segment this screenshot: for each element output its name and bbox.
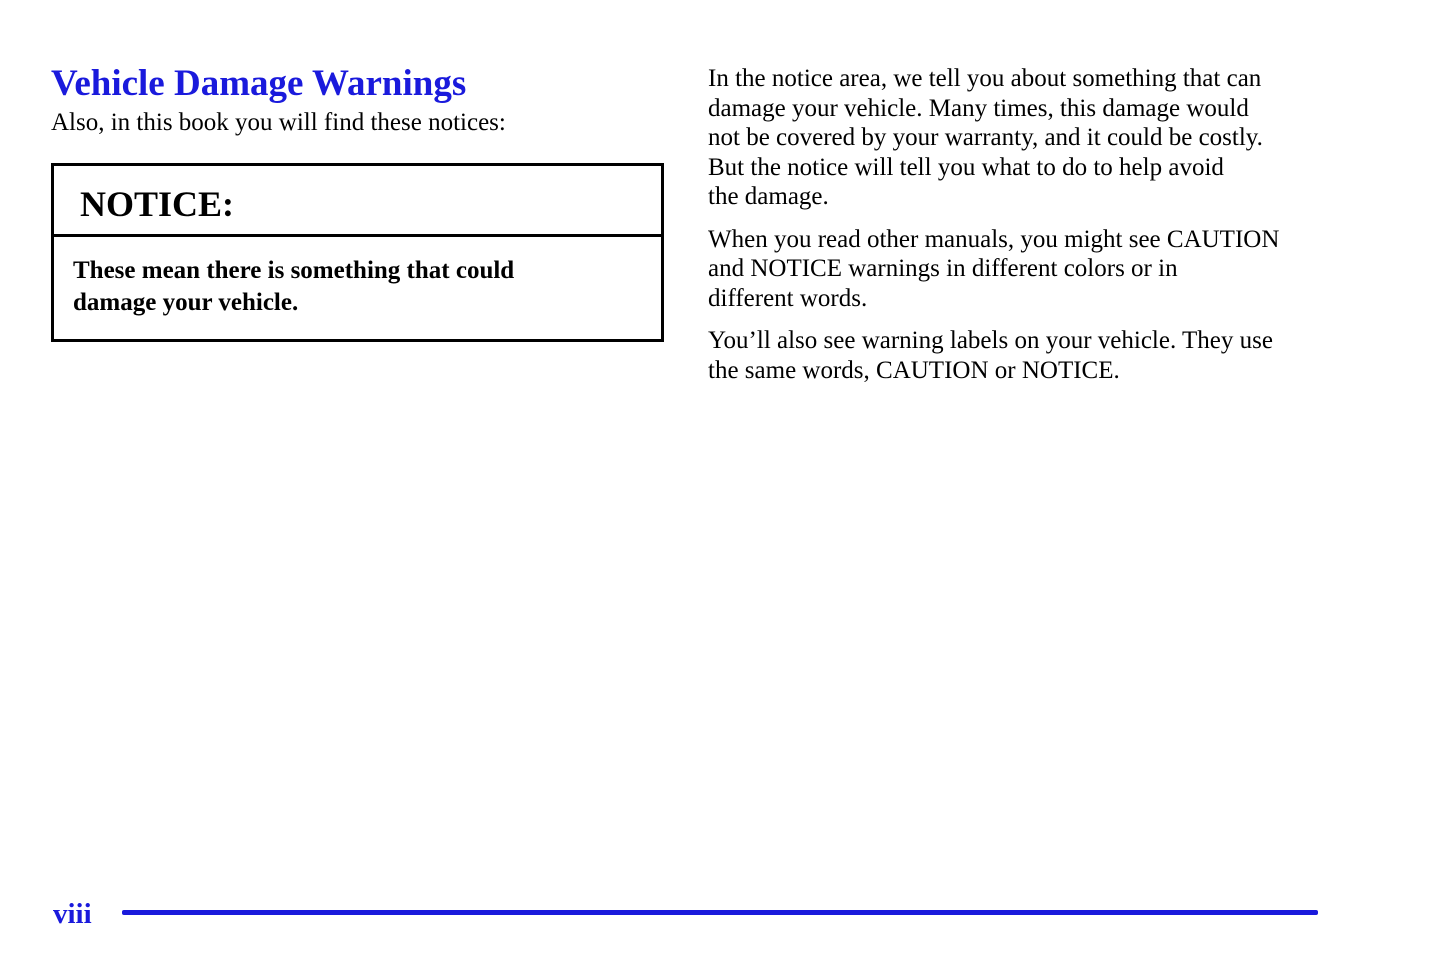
footer-rule: [122, 910, 1318, 915]
paragraph-line: When you read other manuals, you might see CAUTION: [708, 225, 1280, 253]
left-column: [51, 62, 663, 342]
notice-body-line: damage your vehicle.: [73, 289, 299, 316]
paragraph-line: the same words, CAUTION or NOTICE.: [708, 356, 1120, 384]
paragraph-line: In the notice area, we tell you about something that can: [708, 65, 1262, 92]
notice-body: [54, 237, 661, 339]
intro-text: Also, in this book you will find these notices:: [51, 109, 506, 136]
notice-body-line: These mean there is something that could: [73, 257, 515, 284]
paragraph-notice-area: [708, 64, 1328, 212]
paragraph-line: different words.: [708, 284, 868, 312]
paragraph-line: But the notice will tell you what to do to help avoid: [708, 153, 1224, 181]
paragraph-warning-labels: [708, 326, 1328, 385]
paragraph-line: not be covered by your warranty, and it could be costly.: [708, 124, 1263, 151]
paragraph-line: the damage.: [708, 183, 829, 210]
notice-title: NOTICE:: [54, 166, 661, 237]
paragraph-line: You’ll also see warning labels on your vehicle. They use: [708, 327, 1273, 354]
notice-box: [51, 163, 664, 342]
section-heading: Vehicle Damage Warnings: [51, 63, 467, 104]
page-number: viii: [53, 898, 92, 930]
paragraph-other-manuals: [708, 225, 1328, 314]
right-column: [708, 64, 1328, 398]
paragraph-line: and NOTICE warnings in different colors or in: [708, 255, 1178, 282]
paragraph-line: damage your vehicle. Many times, this damage would: [708, 94, 1249, 122]
